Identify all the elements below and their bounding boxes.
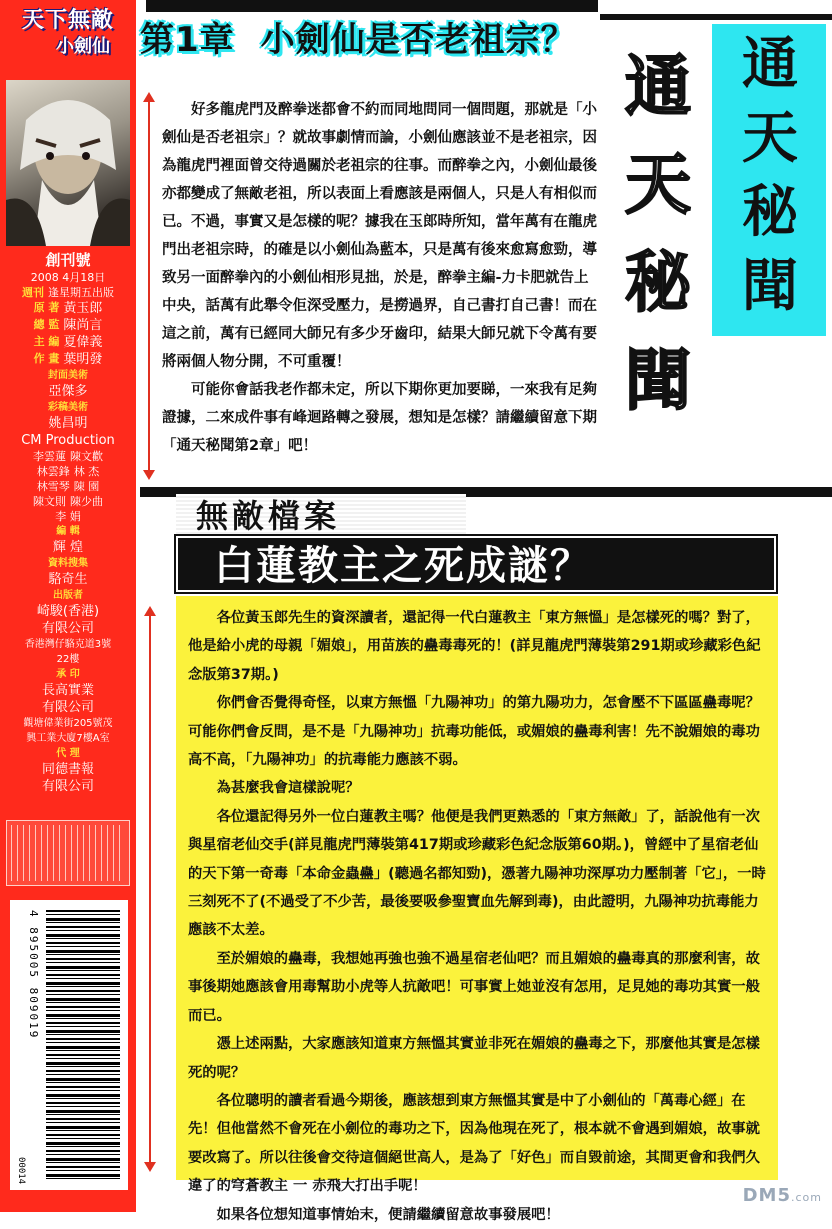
- double-arrow-icon: [144, 606, 156, 1172]
- credit-line: [2, 300, 134, 317]
- side-title-char: 聞: [742, 254, 798, 319]
- publish-schedule-tag: 週刊: [22, 286, 44, 299]
- color-art-name: 姚昌明: [48, 416, 88, 431]
- publish-schedule-text: 逢星期五出版: [48, 286, 114, 299]
- publisher-label: 出版者: [53, 590, 83, 601]
- credits-column: [0, 0, 136, 1212]
- staff-name: 陳 園: [73, 480, 100, 493]
- staff-name: 林 杰: [73, 465, 100, 478]
- section-banner: 無敵檔案: [176, 494, 466, 536]
- article-body-2: [188, 604, 770, 1229]
- credits-list: [2, 250, 134, 795]
- barcode-number: 4 895005 809019: [27, 910, 40, 1040]
- article-paragraph: 你們會否覺得奇怪，以東方無慍「九陽神功」的第九陽功力，怎會壓不下區區蠱毒呢？可能你們會反問，是不是「九陽神功」抗毒功能低，或媚娘的蠱毒利害！先不說媚娘的毒功高不高，「九陽神功」的抗毒能力應該不弱。: [188, 695, 760, 769]
- side-title-char: 秘: [625, 244, 691, 321]
- issue-date: 2008 4月18日: [30, 271, 106, 284]
- credit-name: 葉明發: [63, 352, 103, 367]
- side-title-block: [600, 0, 832, 470]
- credit-name: 黃玉郎: [63, 301, 103, 316]
- watermark-text: DM5: [742, 1185, 791, 1206]
- barcode-bars: [46, 910, 120, 1180]
- top-rule: [146, 0, 598, 12]
- article-body-1: [162, 96, 602, 460]
- staff-name: 林雲鋒: [36, 465, 70, 478]
- editor-name: 輝 煌: [52, 540, 84, 555]
- staff-name: 林雪琴: [36, 480, 70, 493]
- article-paragraph: 為甚麼我會這樣說呢？: [216, 780, 360, 797]
- staff-name: 李 娟: [55, 510, 81, 523]
- staff-name: 李雲蓮: [33, 450, 66, 463]
- character-portrait: [6, 80, 130, 246]
- staff-name: 陳少曲: [70, 495, 103, 508]
- agent-label: 代 理: [56, 748, 80, 759]
- printer-address: 興工業大廈7樓A室: [26, 733, 110, 744]
- article-paragraph: 各位黃玉郎先生的資深讀者，還記得一代白蓮教主「東方無慍」是怎樣死的嗎？對了，他是給小虎的母親「媚娘」，用苗族的蠱毒毒死的！(詳見龍虎門薄裝第291期或珍藏彩色紀念版第37期。): [188, 610, 761, 683]
- cover-art-label: 封面美術: [48, 370, 88, 381]
- research-label: 資料搜集: [48, 558, 88, 569]
- agent-name: 同德書報: [41, 762, 94, 777]
- credit-line: [2, 334, 134, 351]
- publisher-name: 有限公司: [41, 621, 94, 636]
- site-watermark: [743, 1185, 822, 1206]
- article-paragraph: 憑上述兩點，大家應該知道東方無慍其實並非死在媚娘的蠱毒之下，那麼他其實是怎樣死的呢？: [188, 1036, 760, 1081]
- barcode: [10, 900, 128, 1190]
- staff-pair: [2, 464, 134, 479]
- agent-name: 有限公司: [41, 779, 94, 794]
- article-paragraph: 好多龍虎門及醉拳迷都會不約而同地問同一個問題，那就是「小劍仙是否老祖宗」？就故事劇情而論，小劍仙應該並不是老祖宗，因為龍虎門裡面曾交待過關於老祖宗的往事。而醉拳之內，小劍仙最後亦都變成了無敵老祖，所以表面上看應該是兩個人，只是人有相似而已。不過，事實又是怎樣的呢？據我在玉郎時所知，當年萬有在龍虎門出老祖宗時，的確是以小劍仙為藍本，只是萬有後來愈寫愈勁，導致另一面醉拳內的小劍仙相形見拙，於是，醉拳主編-力卡肥就告上中央，話萬有此舉令佢深受壓力，是撈過界，自己書打自己書！而在這之前，萬有已經同大師兄有多少牙齒印，結果大師兄就下令萬有要將兩個人物分開，不可重覆！: [162, 102, 597, 370]
- color-art-label: 彩稿美術: [48, 402, 88, 413]
- printer-label: 承 印: [56, 669, 80, 680]
- credit-role: 作 畫: [33, 352, 60, 365]
- publisher-name: 崎駿(香港): [36, 604, 100, 619]
- staff-name: 陳文則: [33, 495, 66, 508]
- article-paragraph: 如果各位想知道事情始末，便請繼續留意故事發展吧！: [216, 1206, 560, 1223]
- side-title-char: 聞: [625, 342, 691, 419]
- credit-role: 總 監: [33, 318, 60, 331]
- credit-role: 主 編: [33, 335, 60, 348]
- staff-pair: [2, 479, 134, 494]
- side-title-char: 秘: [742, 180, 798, 245]
- series-logo: [4, 6, 132, 76]
- credit-role: 原 著: [33, 301, 60, 314]
- issue-label: 創刊號: [45, 251, 91, 269]
- side-title-char: 天: [625, 146, 691, 223]
- barcode-addon: 00014: [16, 1156, 26, 1184]
- printer-address: 觀塘偉業街205號茂: [23, 718, 113, 729]
- chapter-heading: 小劍仙是否老祖宗？: [260, 20, 576, 60]
- double-arrow-icon: [143, 92, 155, 480]
- logo-line-1: 天下無敵: [21, 8, 114, 33]
- logo-line-2: 小劍仙: [56, 36, 110, 57]
- article-paragraph: 各位聰明的讀者看過今期後，應該想到東方無慍其實是中了小劍仙的「萬毒心經」在先！但他當然不會死在小劍位的毒功之下，因為他現在死了，根本就不會遇到媚娘，故事就要改寫了。所以往後會交待這個絕世高人，是為了「好色」而自毀前途，其間更會和我們久違了的穹蒼教主 一 赤飛大打出手呢！: [188, 1092, 760, 1195]
- publisher-address: 香港灣仔駱克道3號: [24, 639, 112, 650]
- article-paragraph: 可能你會話我老作都未定，所以下期你更加要睇，一來我有足夠證據，二來成件事有峰迴路轉之發展，想知是怎樣？請繼續留意下期「通天秘聞第2章」吧！: [162, 382, 597, 454]
- printer-name: 有限公司: [41, 700, 94, 715]
- credit-line: [2, 317, 134, 334]
- printer-name: 長高實業: [41, 683, 94, 698]
- side-title-char: 通: [625, 48, 691, 125]
- publish-schedule: [2, 285, 134, 300]
- watermark-suffix: .com: [791, 1191, 822, 1204]
- side-title-outline: [618, 38, 698, 430]
- side-title-solid: [718, 28, 822, 324]
- staff-pair: [2, 494, 134, 509]
- copyright-notice: [6, 820, 130, 886]
- credit-name: 陳尚言: [63, 318, 103, 333]
- editor-label: 編 輯: [56, 526, 80, 537]
- staff-pair: [2, 449, 134, 464]
- side-title-rule: [600, 14, 832, 20]
- credit-name: 夏偉義: [63, 335, 103, 350]
- section-headline: 白蓮教主之死成謎？: [176, 536, 776, 592]
- credit-line: [2, 351, 134, 368]
- research-name: 駱奇生: [48, 572, 88, 587]
- article-paragraph: 至於媚娘的蠱毒，我想她再強也強不過星宿老仙吧？而且媚娘的蠱毒真的那麼利害，故事後期她應該會用毒幫助小虎等人抗敵吧！可事實上她並沒有怎用，足見她的毒功其實一般而已。: [188, 950, 760, 1024]
- cover-art-name: 亞傑多: [48, 384, 88, 399]
- color-art-name: CM Production: [21, 433, 115, 448]
- publisher-address: 22樓: [56, 654, 80, 665]
- side-title-char: 通: [742, 32, 798, 97]
- chapter-title: [140, 12, 598, 80]
- copyright-fine-print: [11, 825, 125, 881]
- side-title-char: 天: [742, 106, 798, 171]
- chapter-number: 第1章: [140, 20, 235, 60]
- article-paragraph: 各位還記得另外一位白蓮教主嗎？他便是我們更熟悉的「東方無敵」了，話說他有一次與星宿老仙交手(詳見龍虎門薄裝第417期或珍藏彩色紀念版第60期。)，曾經中了星宿老仙的天下第一奇毒「本命金蟲蠱」(聽過名都知勁)，憑著九陽神功深厚功力壓制著「它」，一時三刻死不了(不過受了不少苦，最後要吸參聖寶血先解到毒)，由此證明，九陽神功抗毒能力應該不太差。: [188, 808, 766, 939]
- staff-name: 陳文歡: [70, 450, 103, 463]
